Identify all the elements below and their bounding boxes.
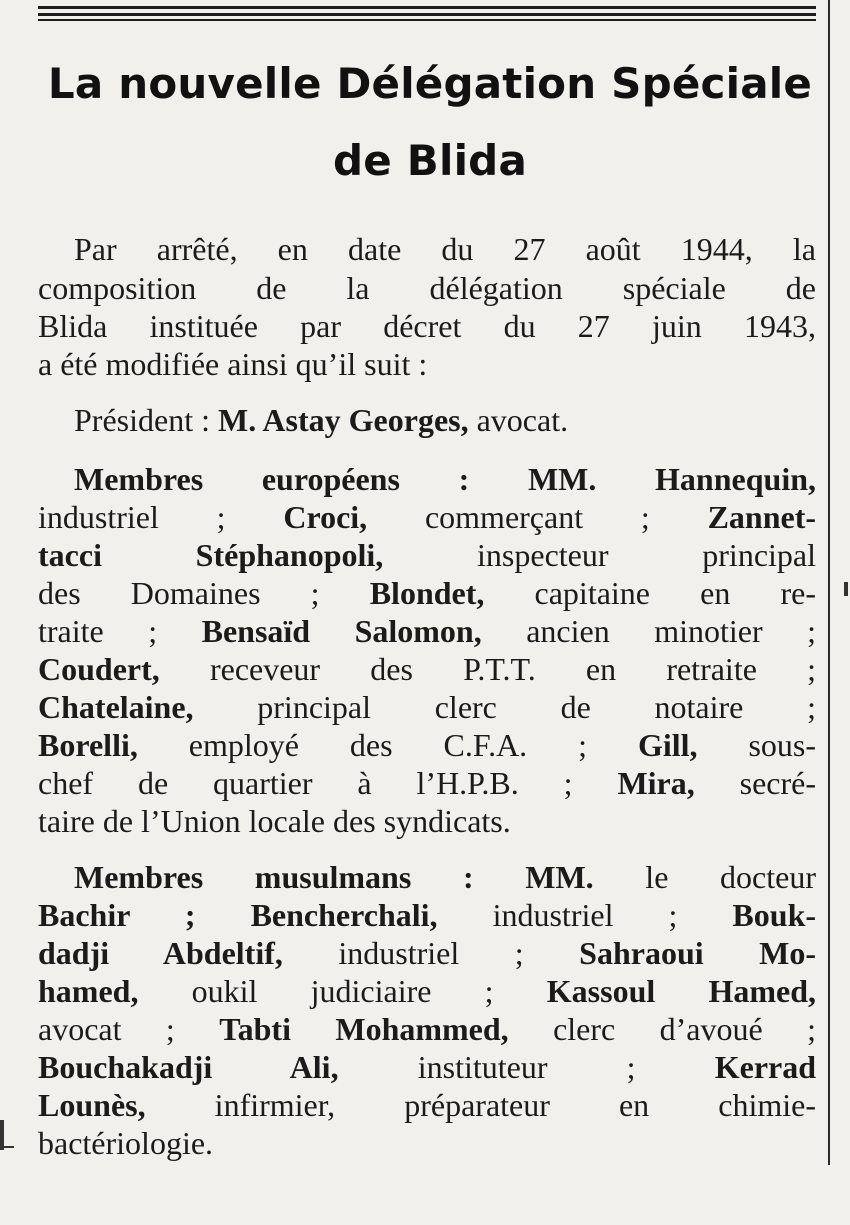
text: instituteur ; xyxy=(338,1049,715,1085)
left-edge-tick xyxy=(0,1146,14,1148)
member-name: tacci Stéphanopoli, xyxy=(38,537,384,573)
top-rule-3 xyxy=(38,19,816,21)
president-label: Président : xyxy=(74,402,218,438)
text: le docteur xyxy=(593,859,817,895)
text: avocat ; xyxy=(38,1011,220,1047)
text: industriel ; xyxy=(282,935,580,971)
member-name: Croci, xyxy=(283,499,368,535)
intro-line-3: Blida instituée par décret du 27 juin 1943, xyxy=(38,308,816,344)
member-name: Kerrad xyxy=(714,1049,817,1085)
intro-line-2: composition de la délégation spéciale de xyxy=(38,270,816,306)
text: chef de quartier à l’H.P.B. ; xyxy=(38,765,618,801)
text: infirmier, préparateur en chimie- xyxy=(145,1087,816,1123)
text: traite ; xyxy=(38,613,202,649)
musulmans-line-8 xyxy=(38,1124,816,1162)
text: des Domaines ; xyxy=(38,575,370,611)
text: commerçant ; xyxy=(367,499,708,535)
text: sous- xyxy=(697,727,817,763)
president-line xyxy=(38,401,816,439)
text: capitaine en re- xyxy=(484,575,817,611)
member-name: Coudert, xyxy=(38,651,160,687)
musulmans-heading: Membres musulmans : MM. xyxy=(74,859,594,895)
member-name: Chatelaine, xyxy=(38,689,194,725)
musulmans-line-6 xyxy=(38,1048,816,1086)
europeens-line-9 xyxy=(38,764,816,802)
text: bactériologie. xyxy=(38,1125,214,1161)
member-name: hamed, xyxy=(38,973,139,1009)
member-name: Bensaïd Salomon, xyxy=(201,613,482,649)
europeens-line-3 xyxy=(38,536,816,574)
europeens-line-5 xyxy=(38,612,816,650)
musulmans-line-2 xyxy=(38,896,816,934)
musulmans-line-7 xyxy=(38,1086,816,1124)
top-rule-1 xyxy=(38,6,816,9)
musulmans-line-1 xyxy=(38,858,816,896)
musulmans-line-5 xyxy=(38,1010,816,1048)
text: receveur des P.T.T. en retraite ; xyxy=(159,651,816,687)
intro-line-1: Par arrêté, en date du 27 août 1944, la xyxy=(74,231,816,267)
europeens-line-7 xyxy=(38,688,816,726)
member-name: Gill, xyxy=(637,727,698,763)
member-name: Borelli, xyxy=(38,727,138,763)
text: principal clerc de notaire ; xyxy=(193,689,816,725)
top-rule-2 xyxy=(38,13,816,16)
text: employé des C.F.A. ; xyxy=(137,727,638,763)
text: ancien minotier ; xyxy=(481,613,817,649)
text: inspecteur principal xyxy=(383,537,817,573)
text: secré- xyxy=(694,765,817,801)
member-name: Mira, xyxy=(617,765,695,801)
right-edge-tick xyxy=(844,582,848,596)
text: clerc d’avoué ; xyxy=(508,1011,816,1047)
headline-line-1: La nouvelle Délégation Spéciale xyxy=(47,59,813,108)
europeens-heading: Membres européens : MM. Hannequin, xyxy=(74,461,816,497)
member-name: Kassoul Hamed, xyxy=(546,973,816,1009)
musulmans-line-4 xyxy=(38,972,816,1010)
member-name: Bachir ; Bencherchali, xyxy=(38,897,438,933)
headline-line-2: de Blida xyxy=(333,136,527,185)
intro-line-4: a été modifiée ainsi qu’il suit : xyxy=(38,346,428,382)
europeens-line-2 xyxy=(38,498,816,536)
member-name: Sahraoui Mo- xyxy=(579,935,817,971)
member-name: dadji Abdeltif, xyxy=(38,935,283,971)
president-role: avocat. xyxy=(468,402,569,438)
member-name: Lounès, xyxy=(38,1087,146,1123)
musulmans-line-3 xyxy=(38,934,816,972)
europeens-line-8 xyxy=(38,726,816,764)
member-name: Tabti Mohammed, xyxy=(219,1011,509,1047)
text: industriel ; xyxy=(38,499,284,535)
europeens-line-1 xyxy=(38,460,816,498)
member-name: Bouk- xyxy=(732,897,817,933)
member-name: Bouchakadji Ali, xyxy=(38,1049,339,1085)
europeens-line-10 xyxy=(38,802,816,840)
member-name: Zannet- xyxy=(707,499,817,535)
europeens-line-6 xyxy=(38,650,816,688)
text: oukil judiciaire ; xyxy=(138,973,547,1009)
europeens-line-4 xyxy=(38,574,816,612)
president-name: M. Astay Georges, xyxy=(217,402,469,438)
member-name: Blondet, xyxy=(369,575,485,611)
text: industriel ; xyxy=(437,897,733,933)
text: taire de l’Union locale des syndicats. xyxy=(38,803,511,839)
